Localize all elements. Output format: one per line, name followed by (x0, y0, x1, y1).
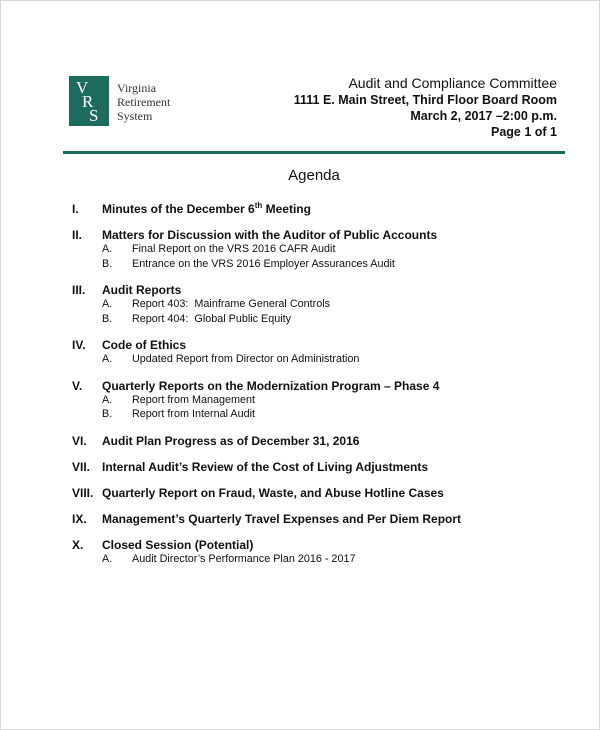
item-title-text: Minutes of the December 6 (102, 202, 255, 216)
item-title: Matters for Discussion with the Auditor of Public Accounts (102, 228, 438, 242)
agenda-item-heading (72, 460, 572, 474)
item-title: Internal Audit’s Review of the Cost of Living Adjustments (102, 459, 429, 474)
subitem-text: Final Report on the VRS 2016 CAFR Audit (132, 243, 336, 255)
agenda-item-heading (72, 512, 572, 526)
agenda-subitem (72, 297, 572, 312)
agenda-item (72, 538, 572, 567)
item-title: Audit Plan Progress as of December 31, 2016 (102, 433, 360, 448)
item-title (102, 202, 311, 216)
agenda-subitem (72, 552, 572, 567)
meeting-date: March 2, 2017 –2:00 p.m. (410, 109, 557, 123)
committee-name: Audit and Compliance Committee (348, 75, 557, 91)
agenda-item (72, 434, 572, 448)
item-numeral: IX. (72, 511, 87, 526)
item-title-text: Meeting (262, 202, 311, 216)
agenda-item-heading (72, 486, 572, 500)
item-numeral: VI. (72, 433, 87, 448)
agenda-item (72, 283, 572, 326)
subitem-text: Report from Management (132, 393, 256, 406)
subitem-text: Audit Director’s Performance Plan 2016 - 2017 (132, 552, 356, 565)
subitem-text: Report from Internal Audit (132, 408, 256, 420)
agenda-item-heading (72, 283, 572, 297)
meeting-info (294, 75, 557, 140)
item-numeral: I. (72, 202, 79, 216)
item-title-superscript: th (254, 201, 263, 210)
agenda-item-heading (72, 338, 572, 352)
agenda-list (72, 202, 572, 578)
agenda-subitem (72, 407, 572, 422)
item-title: Closed Session (Potential) (102, 537, 254, 552)
subitem-letter: B. (102, 257, 113, 270)
item-numeral: III. (72, 283, 86, 297)
item-numeral: X. (72, 537, 84, 552)
agenda-subitem (72, 393, 572, 408)
item-numeral: V. (72, 378, 83, 393)
header-divider (63, 151, 565, 154)
agenda-item-heading (72, 538, 572, 552)
item-title: Quarterly Report on Fraud, Waste, and Abuse Hotline Cases (102, 485, 444, 500)
svg-text:V: V (76, 78, 89, 97)
subitem-text: Updated Report from Director on Administration (132, 353, 360, 365)
subitem-letter: A. (102, 298, 113, 310)
subitem-letter: B. (102, 312, 113, 325)
svg-text:S: S (89, 106, 99, 125)
agenda-item (72, 379, 572, 422)
item-title: Quarterly Reports on the Modernization Program – Phase 4 (102, 378, 440, 393)
subitem-text: Report 404: Global Public Equity (132, 312, 292, 325)
item-numeral: II. (72, 228, 83, 242)
page-number: Page 1 of 1 (491, 125, 557, 139)
agenda-item (72, 202, 572, 216)
agenda-item-heading (72, 379, 572, 393)
subitem-letter: A. (102, 353, 113, 365)
subitem-text: Report 403: Mainframe General Controls (132, 298, 331, 310)
agenda-subitem (72, 352, 572, 367)
agenda-subitem (72, 312, 572, 327)
agenda-item (72, 486, 572, 500)
item-title: Code of Ethics (102, 338, 187, 352)
agenda-item-heading (72, 228, 572, 242)
subitem-letter: A. (102, 552, 113, 565)
subitem-letter: A. (102, 393, 113, 406)
agenda-item (72, 460, 572, 474)
item-numeral: VII. (72, 459, 91, 474)
subitem-letter: A. (102, 243, 113, 255)
svg-text:R: R (82, 92, 94, 111)
subitem-letter: B. (102, 408, 113, 420)
agenda-title: Agenda (288, 167, 340, 184)
agenda-item (72, 512, 572, 526)
logo-line: Virginia (117, 81, 157, 95)
meeting-location: 1111 E. Main Street, Third Floor Board Room (293, 93, 557, 107)
logo-wordmark (117, 81, 170, 123)
item-numeral: VIII. (72, 485, 94, 500)
vrs-monogram-icon (69, 76, 109, 126)
agenda-subitem (72, 257, 572, 272)
agenda-subitem (72, 242, 572, 257)
subitem-text: Entrance on the VRS 2016 Employer Assurances Audit (132, 257, 395, 270)
agenda-item-heading (72, 434, 572, 448)
logo-line: System (117, 109, 153, 123)
item-title: Management’s Quarterly Travel Expenses and Per Diem Report (102, 511, 462, 526)
logo-line: Retirement (117, 95, 171, 109)
item-title: Audit Reports (102, 283, 182, 297)
agenda-item-heading (72, 202, 572, 216)
agenda-item (72, 338, 572, 367)
item-numeral: IV. (72, 338, 86, 352)
agenda-item (72, 228, 572, 271)
